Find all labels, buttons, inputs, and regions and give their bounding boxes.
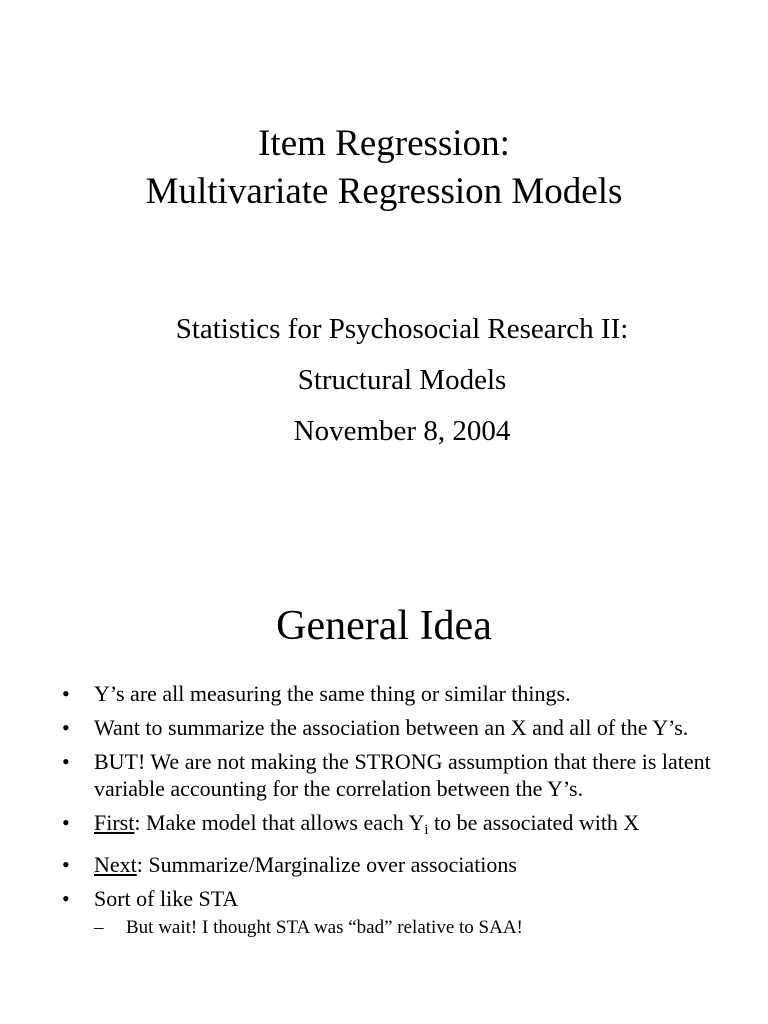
subtitle-line-1: Statistics for Psychosocial Research II:	[175, 313, 629, 345]
sub-bullet-item: – But wait! I thought STA was “bad” relative to SAA!	[94, 916, 722, 940]
slide-title	[0, 120, 768, 216]
bullet-text: Want to summarize the association between an X and all of the Y’s.	[94, 715, 689, 740]
sub-bullet-list	[94, 916, 722, 940]
subtitle-date: November 8, 2004	[293, 415, 511, 447]
bullet-text: BUT! We are not making the STRONG assumption that there is latent variable accounting for the correlation between the Y’s.	[94, 749, 711, 801]
title-line-2: Multivariate Regression Models	[145, 171, 623, 212]
subtitle-line-2: Structural Models	[297, 364, 507, 396]
bullet-item	[62, 748, 722, 802]
bullet-item	[62, 714, 722, 741]
bullet-item	[62, 851, 722, 878]
content-slide	[0, 512, 768, 1024]
bullet-text: : Summarize/Marginalize over associations	[136, 852, 517, 877]
bullet-list	[62, 680, 722, 947]
bullet-item	[62, 809, 722, 844]
subscript: i	[424, 822, 429, 838]
slide-subtitle	[0, 304, 768, 457]
bullet-text: : Make model that allows each Y	[134, 810, 425, 835]
bullet-text: Y’s are all measuring the same thing or similar things.	[94, 681, 571, 706]
bullet-lead-word: Next	[94, 852, 137, 877]
bullet-item	[62, 680, 722, 707]
bullet-text-end: to be associated with X	[428, 810, 640, 835]
bullet-lead-word: First	[94, 810, 135, 835]
title-line-1: Item Regression:	[258, 123, 510, 164]
bullet-text: Sort of like STA	[94, 886, 239, 911]
bullet-item	[62, 885, 722, 940]
slide-title: General Idea	[276, 603, 492, 649]
